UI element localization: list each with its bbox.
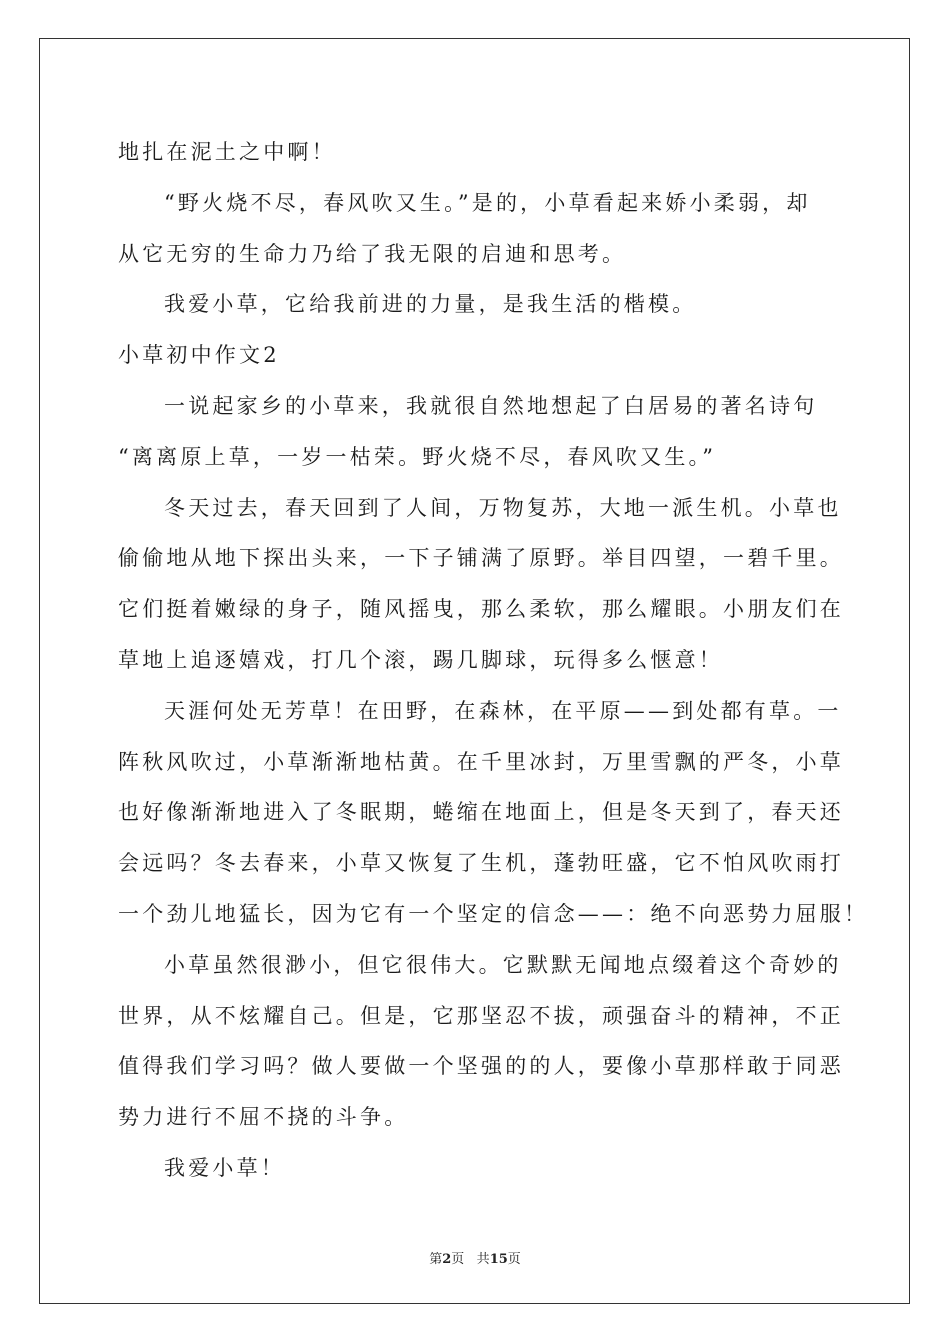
- total-suffix: 页: [507, 1252, 521, 1267]
- page-footer: [0, 1248, 950, 1267]
- text-line: 地扎在泥土之中啊！: [118, 140, 336, 164]
- text-line: 从它无穷的生命力乃给了我无限的启迪和思考。: [118, 241, 627, 266]
- text-line: “离离原上草，一岁一枯荣。野火烧不尽，春风吹又生。”: [118, 444, 717, 469]
- text-line: 它们挺着嫩绿的身子，随风摇曳，那么柔软，那么耀眼。小朋友们在: [118, 597, 844, 622]
- text-line: 会远吗？冬去春来，小草又恢复了生机，蓬勃旺盛，它不怕风吹雨打: [118, 851, 844, 876]
- text-line: 偷偷地从地下探出头来，一下子铺满了原野。举目四望，一碧千里。: [118, 546, 844, 571]
- text-line: 世界，从不炫耀自己。但是，它那坚忍不拔，顽强奋斗的精神，不正: [118, 1003, 844, 1028]
- text-line: 草地上追逐嬉戏，打几个滚，踢几脚球，玩得多么惬意！: [118, 647, 723, 672]
- document-body: [118, 127, 869, 1194]
- text-line: “野火烧不尽，春风吹又生。”是的，小草看起来娇小柔弱，却: [164, 190, 811, 215]
- total-pages: 15: [489, 1252, 508, 1267]
- text-line: 一个劲儿地猛长，因为它有一个坚定的信念——：绝不向恶势力屈服！: [118, 901, 869, 926]
- total-prefix: 共: [476, 1252, 490, 1267]
- text-line: 我爱小草，它给我前进的力量，是我生活的楷模。: [164, 292, 697, 317]
- text-line: 势力进行不屈不挠的斗争。: [118, 1105, 409, 1130]
- text-line: 一说起家乡的小草来，我就很自然地想起了白居易的著名诗句: [164, 393, 818, 418]
- page-prefix: 第: [429, 1252, 443, 1267]
- text-line: 值得我们学习吗？做人要做一个坚强的的人，要像小草那样敢于同恶: [118, 1054, 844, 1079]
- page-number: 2: [442, 1252, 452, 1267]
- text-line: 冬天过去，春天回到了人间，万物复苏，大地一派生机。小草也: [164, 495, 842, 520]
- text-line: 我爱小草！: [164, 1155, 285, 1180]
- text-line: 也好像渐渐地进入了冬眠期，蜷缩在地面上，但是冬天到了，春天还: [118, 800, 844, 825]
- text-line: 阵秋风吹过，小草渐渐地枯黄。在千里冰封，万里雪飘的严冬，小草: [118, 749, 844, 774]
- text-line: 天涯何处无芳草！在田野，在森林，在平原——到处都有草。一: [164, 698, 842, 723]
- text-line: 小草虽然很渺小，但它很伟大。它默默无闻地点缀着这个奇妙的: [164, 952, 842, 977]
- page-suffix: 页: [451, 1252, 465, 1267]
- section-heading: 小草初中作文2: [118, 343, 280, 368]
